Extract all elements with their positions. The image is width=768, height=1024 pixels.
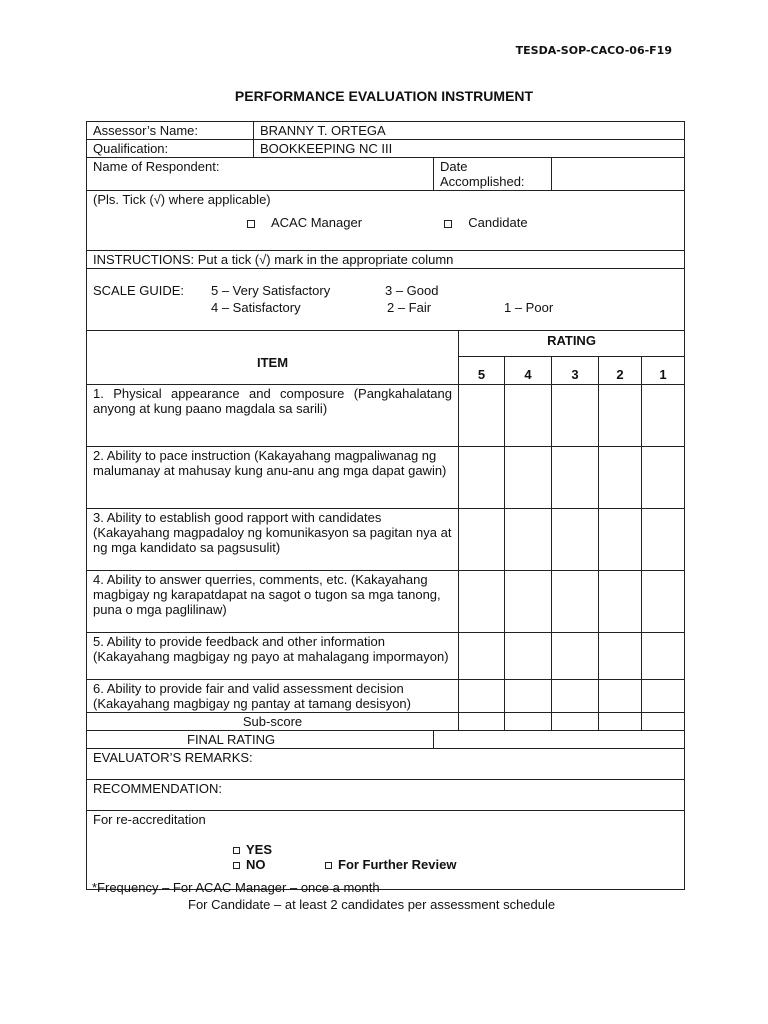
rating-cell[interactable] <box>459 571 505 633</box>
rating-cell[interactable] <box>505 447 552 509</box>
further-review-label: For Further Review <box>338 857 457 872</box>
respondent-field[interactable] <box>87 158 434 191</box>
footnote-line-1: *Frequency – For ACAC Manager – once a month <box>92 880 380 895</box>
scale-good: 3 – Good <box>385 283 439 298</box>
subscore-cell[interactable] <box>505 713 552 731</box>
no-checkbox[interactable] <box>233 857 325 872</box>
checkbox-icon <box>444 220 452 228</box>
rating-cell[interactable] <box>599 571 642 633</box>
date-label: Date Accomplished: <box>434 158 552 191</box>
reaccreditation-label: For re-accreditation <box>93 812 206 827</box>
checkbox-icon <box>325 862 332 869</box>
rating-cell[interactable] <box>642 680 685 713</box>
rating-cell[interactable] <box>552 385 599 447</box>
rating-col-5: 5 <box>459 357 505 385</box>
scale-guide-label: SCALE GUIDE: <box>93 283 185 298</box>
rating-cell[interactable] <box>599 633 642 680</box>
rating-cell[interactable] <box>642 633 685 680</box>
assessor-value[interactable]: BRANNY T. ORTEGA <box>254 122 685 140</box>
item-header: ITEM <box>87 331 459 385</box>
rating-cell[interactable] <box>505 633 552 680</box>
date-value[interactable] <box>552 158 685 191</box>
table-row <box>87 571 685 633</box>
rating-cell[interactable] <box>599 447 642 509</box>
checkbox-icon <box>247 220 255 228</box>
frequency-footnote <box>92 879 555 913</box>
scale-fair: 2 – Fair <box>387 300 432 315</box>
rating-cell[interactable] <box>599 385 642 447</box>
item-3-text: 3. Ability to establish good rapport with candidates (Kakayahang magpadaloy ng komunikasyon sa pagitan nya at ng mga kandidato sa pagsusulit) <box>87 509 459 571</box>
rating-cell[interactable] <box>505 509 552 571</box>
subscore-cell[interactable] <box>599 713 642 731</box>
candidate-label: Candidate <box>468 215 528 230</box>
scale-guide <box>87 269 685 331</box>
item-1-text: 1. Physical appearance and composure (Pangkahalatang anyong at kung paano magdala sa sarili) <box>87 385 459 447</box>
subscore-cell[interactable] <box>642 713 685 731</box>
rating-cell[interactable] <box>505 680 552 713</box>
subscore-cell[interactable] <box>552 713 599 731</box>
rating-cell[interactable] <box>505 385 552 447</box>
rating-header: RATING <box>459 331 685 357</box>
rating-cell[interactable] <box>459 447 505 509</box>
candidate-checkbox[interactable] <box>444 215 527 230</box>
evaluator-remarks[interactable] <box>87 749 685 780</box>
scale-poor: 1 – Poor <box>504 300 554 315</box>
reaccreditation-cell <box>87 811 685 890</box>
respondent-label: Name of Respondent: <box>93 159 220 174</box>
item-5-text: 5. Ability to provide feedback and other information (Kakayahang magbigay ng payo at mahalagang impormayon) <box>87 633 459 680</box>
rating-cell[interactable] <box>459 509 505 571</box>
scale-very-satisfactory: 5 – Very Satisfactory <box>211 283 331 298</box>
subscore-label: Sub-score <box>87 713 459 731</box>
table-row <box>87 385 685 447</box>
acac-manager-checkbox[interactable] <box>247 215 362 230</box>
table-row <box>87 447 685 509</box>
rating-cell[interactable] <box>642 385 685 447</box>
final-rating-value[interactable] <box>434 731 685 749</box>
rating-col-1: 1 <box>642 357 685 385</box>
tick-instruction: (Pls. Tick (√) where applicable) <box>93 192 271 207</box>
table-row <box>87 509 685 571</box>
acac-manager-label: ACAC Manager <box>271 215 363 230</box>
final-rating-label: FINAL RATING <box>87 731 434 749</box>
rating-cell[interactable] <box>459 680 505 713</box>
rating-cell[interactable] <box>552 509 599 571</box>
item-2-text: 2. Ability to pace instruction (Kakayahang magpaliwanag ng malumanay at mahusay kung anu-anu ang mga dapat gawin) <box>87 447 459 509</box>
qualification-value[interactable]: BOOKKEEPING NC III <box>254 140 685 158</box>
respondent-type-cell <box>87 191 685 251</box>
yes-checkbox[interactable] <box>233 842 272 857</box>
item-6-text: 6. Ability to provide fair and valid assessment decision (Kakayahang magbigay ng pantay at tamang desisyon) <box>87 680 459 713</box>
rating-cell[interactable] <box>642 571 685 633</box>
further-review-checkbox[interactable] <box>325 857 456 872</box>
checkbox-icon <box>233 862 240 869</box>
subscore-cell[interactable] <box>459 713 505 731</box>
instructions: INSTRUCTIONS: Put a tick (√) mark in the appropriate column <box>87 251 685 269</box>
qualification-label: Qualification: <box>87 140 254 158</box>
rating-cell[interactable] <box>599 680 642 713</box>
rating-cell[interactable] <box>552 447 599 509</box>
recommendation[interactable] <box>87 780 685 811</box>
recommendation-label: RECOMMENDATION: <box>93 781 223 796</box>
rating-cell[interactable] <box>642 447 685 509</box>
checkbox-icon <box>233 847 240 854</box>
item-4-text: 4. Ability to answer querries, comments, etc. (Kakayahang magbigay ng karapatdapat na sagot o tugon sa mga tanong, puna o mga paglilinaw) <box>87 571 459 633</box>
scale-satisfactory: 4 – Satisfactory <box>211 300 301 315</box>
rating-cell[interactable] <box>599 509 642 571</box>
rating-cell[interactable] <box>459 385 505 447</box>
rating-col-2: 2 <box>599 357 642 385</box>
assessor-label: Assessor’s Name: <box>87 122 254 140</box>
evaluator-remarks-label: EVALUATOR’S REMARKS: <box>93 750 253 765</box>
rating-col-3: 3 <box>552 357 599 385</box>
rating-col-4: 4 <box>505 357 552 385</box>
table-row <box>87 680 685 713</box>
rating-cell[interactable] <box>505 571 552 633</box>
rating-cell[interactable] <box>552 571 599 633</box>
no-label: NO <box>246 857 266 872</box>
footnote-line-2: For Candidate – at least 2 candidates per assessment schedule <box>188 897 556 912</box>
rating-cell[interactable] <box>459 633 505 680</box>
table-row <box>87 633 685 680</box>
yes-label: YES <box>246 842 273 857</box>
rating-cell[interactable] <box>552 680 599 713</box>
page-title: PERFORMANCE EVALUATION INSTRUMENT <box>234 88 534 104</box>
document-code: TESDA-SOP-CACO-06-F19 <box>515 44 672 57</box>
rating-cell[interactable] <box>642 509 685 571</box>
evaluation-table <box>86 121 685 890</box>
rating-cell[interactable] <box>552 633 599 680</box>
